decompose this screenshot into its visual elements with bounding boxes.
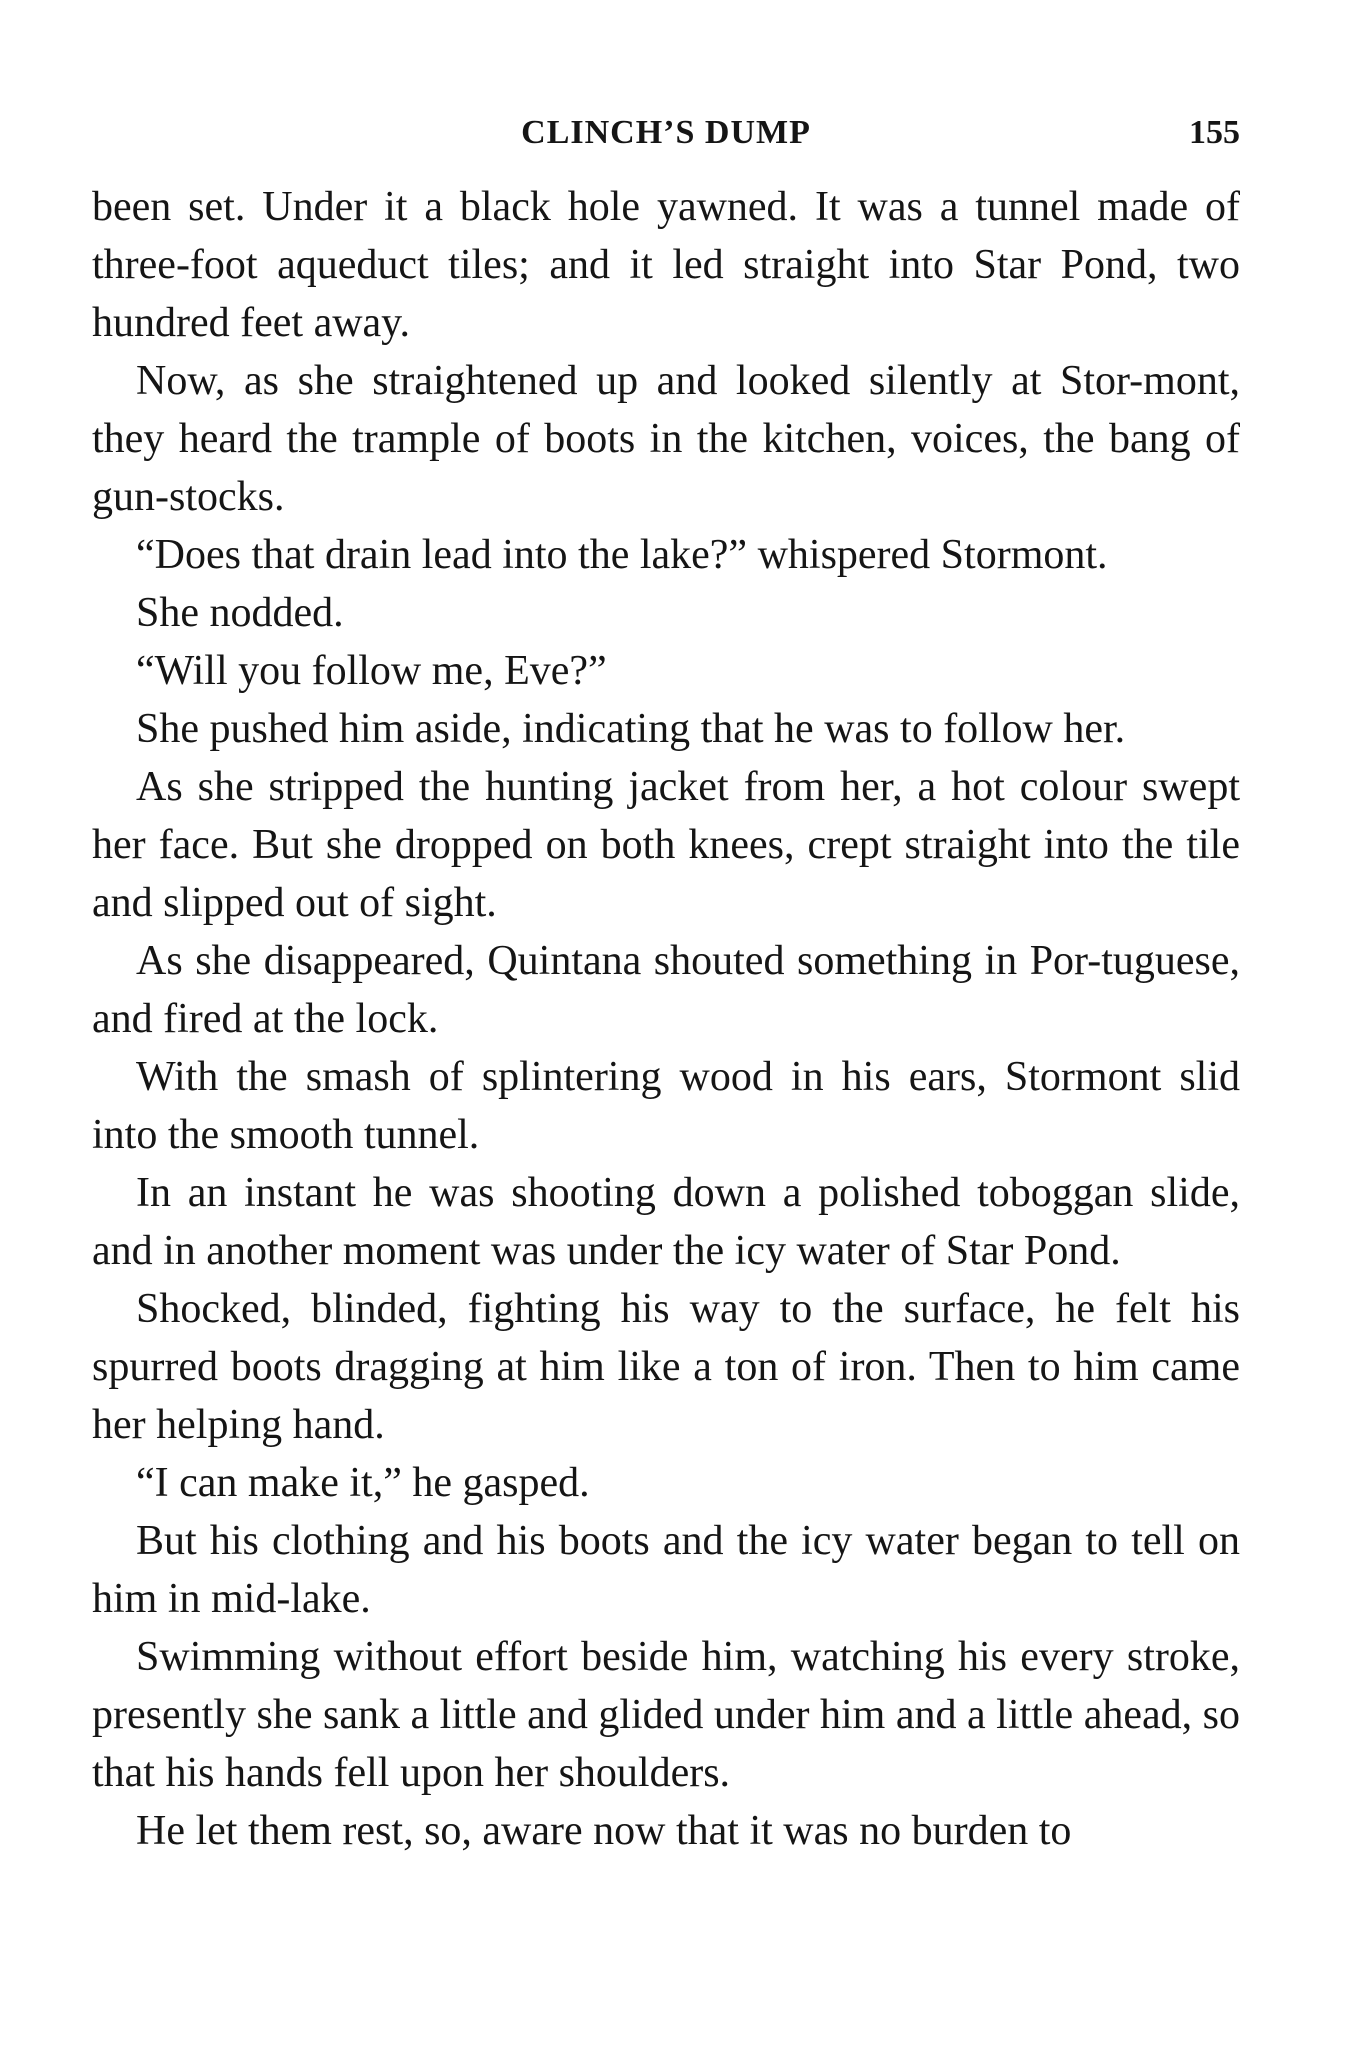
- paragraph: “I can make it,” he gasped.: [136, 1460, 590, 1506]
- paragraph: Swimming without effort beside him, watching his every stroke, presently she sank a little and glided under him and a little ahead, so that his hands fell upon her shoulders.: [92, 1634, 1240, 1796]
- paragraph: As she stripped the hunting jacket from her, a hot colour swept her face. But she dropped on both knees, crept straight into the tile and slipped out of sight.: [92, 764, 1240, 926]
- paragraph: With the smash of splintering wood in his ears, Stormont slid into the smooth tunnel.: [92, 1054, 1240, 1158]
- page-number: 155: [1189, 114, 1240, 151]
- paragraph: “Will you follow me, Eve?”: [136, 648, 607, 694]
- paragraph: But his clothing and his boots and the icy water began to tell on him in mid-lake.: [92, 1518, 1240, 1622]
- paragraph: He let them rest, so, aware now that it was no burden to: [136, 1808, 1072, 1854]
- paragraph: “Does that drain lead into the lake?” whispered Stormont.: [136, 532, 1108, 578]
- paragraph: Shocked, blinded, fighting his way to the surface, he felt his spurred boots dragging at him like a ton of iron. Then to him came her helping hand.: [92, 1286, 1240, 1448]
- paragraph: As she disappeared, Quintana shouted something in Por-tuguese, and fired at the lock.: [92, 938, 1240, 1042]
- paragraph: She pushed him aside, indicating that he was to follow her.: [136, 706, 1126, 752]
- paragraph: been set. Under it a black hole yawned. It was a tunnel made of three-foot aqueduct tiles; and it led straight into Star Pond, two hundred feet away.: [92, 184, 1240, 346]
- paragraph: She nodded.: [136, 590, 344, 636]
- running-head: [92, 114, 1240, 164]
- running-title: CLINCH’S DUMP: [521, 114, 811, 151]
- paragraph: In an instant he was shooting down a polished toboggan slide, and in another moment was under the icy water of Star Pond.: [92, 1170, 1240, 1274]
- paragraph: Now, as she straightened up and looked silently at Stor-mont, they heard the trample of boots in the kitchen, voices, the bang of gun-stocks.: [92, 358, 1240, 520]
- body-text: [92, 178, 1240, 1860]
